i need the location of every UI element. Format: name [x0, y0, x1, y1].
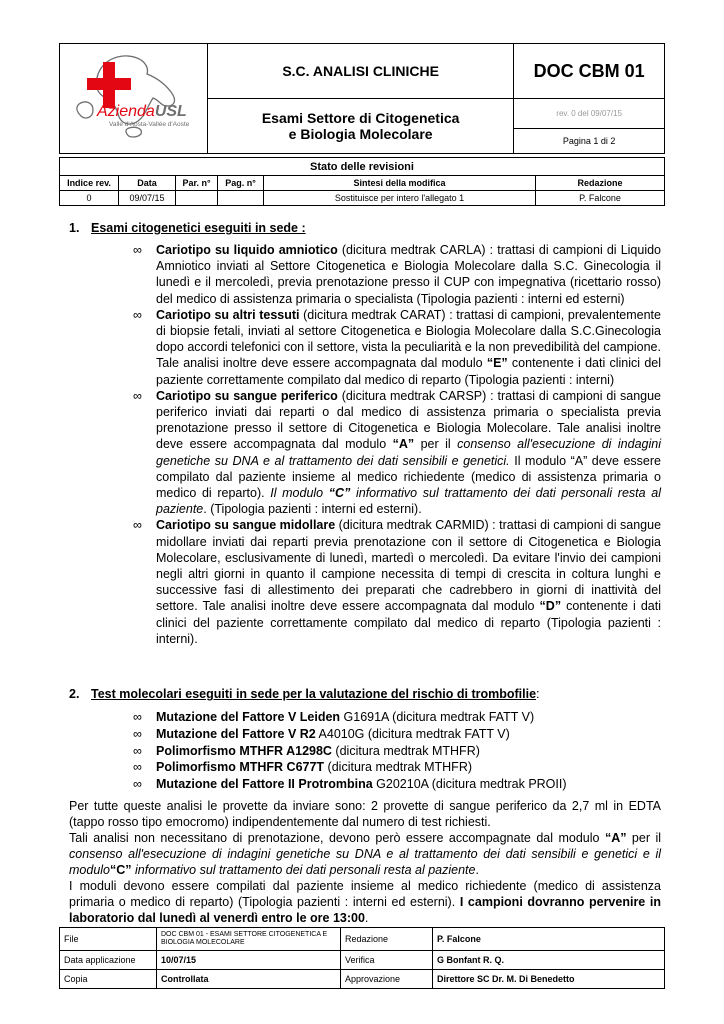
footer-copia-value: Controllata — [157, 970, 341, 989]
doc-code-text: DOC CBM 01 — [533, 60, 645, 81]
para-module: “A” — [604, 831, 627, 845]
table-cell — [176, 191, 218, 206]
item-module: “D” — [539, 599, 562, 614]
item-title: Mutazione del Fattore V Leiden — [156, 710, 341, 724]
para-text: Tali analisi non necessitano di prenotazione, devono però essere accompagnate dal modulo — [69, 831, 605, 845]
footer-label: Verifica — [341, 951, 433, 970]
submission-paragraph — [69, 878, 661, 926]
logo-region: Valle d'Aosta-Vallée d'Aoste — [109, 121, 190, 128]
footer-label: Copia — [60, 970, 157, 989]
col-header: Redazione — [536, 176, 665, 191]
section-number: 2. — [69, 687, 80, 701]
footer-file-value: DOC CBM 01 - ESAMI SETTORE CITOGENETICA E BIOLOGIA MOLECOLARE — [157, 928, 341, 951]
para-text: I moduli devono essere compilati dal paziente insieme al medico richiedente (medico di assistenza primaria o medico di reparto) (Tipologia pazienti : interni ed esterni). — [69, 879, 661, 910]
infinity-bullet-icon: ∞ — [133, 388, 142, 403]
item-title: Cariotipo su sangue periferico — [156, 388, 338, 403]
para-bold: I campioni dovranno pervenire in laboratorio dal lunedì al venerdì entro le ore 13:00 — [69, 895, 661, 926]
title-line-1: Esami Settore di Citogenetica — [261, 110, 460, 126]
item-module: “A” — [392, 437, 415, 452]
list-item — [133, 242, 661, 307]
list-item — [133, 776, 661, 793]
footer-redazione-value: P. Falcone — [433, 928, 665, 951]
title-line-2: e Biologia Molecolare — [288, 126, 433, 142]
logo-name-part: Azienda — [97, 103, 156, 120]
revisions-table — [59, 157, 665, 206]
item-text: G20210A (dicitura medtrak PROII) — [372, 777, 567, 792]
department-name: S.C. ANALISI CLINICHE — [207, 44, 513, 99]
item-module: “C” — [323, 486, 356, 501]
revision-info: rev. 0 del 09/07/15 — [514, 99, 664, 129]
infinity-bullet-icon: ∞ — [133, 243, 142, 257]
infinity-bullet-icon: ∞ — [133, 777, 142, 792]
footer-applicazione-value: 10/07/15 — [157, 951, 341, 970]
section-number: 1. — [69, 221, 80, 235]
item-text: (dicitura medtrak CARAT) : trattasi di campioni, prevalentemente di biopsie fetali, inviati al settore Citogenetica e Biologia Molecolare dalla S.C.Ginecologia dopo accordi telefonici con il settore, vista la peculiarità e la non prevedibilità del campione. Tale analisi inoltre deve essere accompagnata dal modulo — [156, 307, 661, 371]
list-item — [133, 759, 661, 776]
para-italic: informativo sul trattamento dei dati personali resta al paziente — [131, 863, 476, 878]
section-colon: : — [536, 687, 540, 701]
item-text: (dicitura medtrak MTHFR) — [324, 760, 473, 775]
item-title: Cariotipo su sangue midollare — [156, 518, 336, 533]
item-text: contenente i dati clinici del paziente correttamente compilato dal medico di reparto (Tipologia pazienti : interni) — [156, 356, 661, 387]
item-text: A4010G (dicitura medtrak FATT V) — [315, 726, 510, 741]
doc-code — [514, 44, 665, 99]
table-cell — [218, 191, 264, 206]
item-text: per il — [414, 437, 458, 452]
item-text: G1691A (dicitura medtrak FATT V) — [340, 710, 535, 724]
infinity-bullet-icon: ∞ — [133, 760, 142, 775]
item-text: (dicitura medtrak CARMID) : trattasi di campioni di sangue midollare inviati dai reparti previa prenotazione con il settore di Citogenetica e Biologia Molecolare, esclusivamente di lunedì, martedì o mercoledì. Da evitare l'invio dei campioni negli altri giorni in quanto il campione necessita di tempi di crescita in coltura lunghi e successive fasi di allestimento dei preparati che cadrebbero in giorni di inattività del settore. Tale analisi inoltre deve essere accompagnata dal modulo — [156, 518, 662, 614]
section-title: Test molecolari eseguiti in sede per la valutazione del rischio di trombofilie — [91, 687, 537, 701]
revisions-caption: Stato delle revisioni — [60, 158, 665, 176]
para-text: . — [364, 911, 369, 926]
footer-label: Data applicazione — [60, 951, 157, 970]
page-number: Pagina 1 di 2 — [562, 136, 616, 146]
item-title: Cariotipo su liquido amniotico — [156, 243, 338, 257]
para-text: per il — [626, 831, 661, 845]
list-item — [133, 307, 661, 388]
footer-approvazione-value: Direttore SC Dr. M. Di Benedetto — [433, 970, 665, 989]
table-cell: Sostituisce per intero l'allegato 1 — [264, 191, 536, 206]
footer-label: File — [60, 928, 157, 951]
col-header: Data — [119, 176, 176, 191]
item-text: . (Tipologia pazienti : interni ed esterni). — [203, 502, 422, 517]
item-title: Cariotipo su altri tessuti — [156, 307, 300, 322]
document-footer — [59, 927, 665, 989]
item-title: Mutazione del Fattore V R2 — [156, 726, 316, 741]
logo-name — [96, 103, 187, 120]
item-italic: consenso all'esecuzione di indagini genetiche su DNA e al trattamento dei dati sensibili e genetici. — [156, 437, 661, 468]
infinity-bullet-icon: ∞ — [133, 726, 142, 741]
document-header — [59, 43, 665, 154]
infinity-bullet-icon: ∞ — [133, 307, 142, 322]
col-header: Sintesi della modifica — [264, 176, 536, 191]
item-text: (dicitura medtrak CARSP) : trattasi di campioni di sangue periferico inviati dai reparti o dal medico di assistenza primaria o specialista previa prenotazione presso il settore di Citogenetica e Biologia Molecolare. Tale analisi inoltre deve essere accompagnata dal modulo — [156, 388, 662, 452]
samples-paragraph: Per tutte queste analisi le provette da inviare sono: 2 provette di sangue periferico da 2,7 ml in EDTA (tappo rosso tipo emocromo) indipendentemente dal numero di test richiesti. — [69, 799, 661, 830]
red-cross-icon — [87, 62, 131, 108]
table-cell: P. Falcone — [536, 191, 665, 206]
list-item — [133, 743, 661, 760]
infinity-bullet-icon: ∞ — [133, 518, 142, 533]
document-title — [207, 99, 513, 154]
infinity-bullet-icon: ∞ — [133, 710, 142, 724]
section-title: Esami citogenetici eseguiti in sede : — [91, 221, 306, 235]
col-header: Par. n° — [176, 176, 218, 191]
list-item — [133, 517, 661, 647]
col-header: Indice rev. — [60, 176, 119, 191]
table-cell: 0 — [60, 191, 119, 206]
col-header: Pag. n° — [218, 176, 264, 191]
item-title: Polimorfismo MTHFR C677T — [156, 760, 325, 775]
table-row — [60, 191, 665, 206]
para-italic: consenso all'esecuzione di indagini genetiche su DNA e al trattamento dei dati sensibili e genetici e il modulo — [69, 847, 661, 878]
logo-name-bold: USL — [155, 103, 188, 120]
logo-cell — [60, 44, 208, 154]
section-1-heading — [69, 221, 306, 235]
list-item — [133, 726, 661, 743]
para-text: . — [475, 863, 479, 878]
list-item — [133, 709, 661, 726]
item-italic: Il modulo — [270, 486, 324, 501]
item-module: “E” — [486, 356, 508, 371]
infinity-bullet-icon: ∞ — [133, 743, 142, 758]
consent-paragraph — [69, 830, 661, 878]
section-1-list — [133, 242, 661, 647]
revision-page-cell — [514, 99, 665, 154]
footer-label: Redazione — [341, 928, 433, 951]
footer-label: Approvazione — [341, 970, 433, 989]
item-text: Il modulo “A” deve essere compilato dal paziente insieme al medico richiedente (medico di assistenza primaria o medico di reparto). — [156, 453, 661, 501]
list-item — [133, 388, 661, 518]
item-title: Polimorfismo MTHFR A1298C — [156, 743, 332, 758]
item-text: contenente i dati clinici del paziente correttamente compilato dal medico di reparto (Tipologia pazienti : interni). — [156, 599, 661, 646]
table-cell: 09/07/15 — [119, 191, 176, 206]
item-italic: informativo sul trattamento dei dati personali resta al paziente — [156, 486, 661, 517]
section-2-list — [133, 709, 661, 793]
item-title: Mutazione del Fattore II Protrombina — [156, 777, 373, 792]
azienda-usl-logo — [63, 48, 203, 144]
section-2-heading — [69, 687, 540, 701]
item-text: (dicitura medtrak MTHFR) — [331, 743, 480, 758]
para-module: “C” — [110, 863, 132, 878]
item-text: (dicitura medtrak CARLA) : trattasi di campioni di Liquido Amniotico inviati al Settore Citogenetica e Biologia Molecolare dalla S.C. Ginecologia il lunedì e il mercoledì, previa prenotazione presso il CUP con impegnativa (ricettario rosso) del medico di assistenza primaria o specialista (Tipologia pazienti : interni ed esterni) — [156, 243, 662, 306]
footer-verifica-value: G Bonfant R. Q. — [433, 951, 665, 970]
